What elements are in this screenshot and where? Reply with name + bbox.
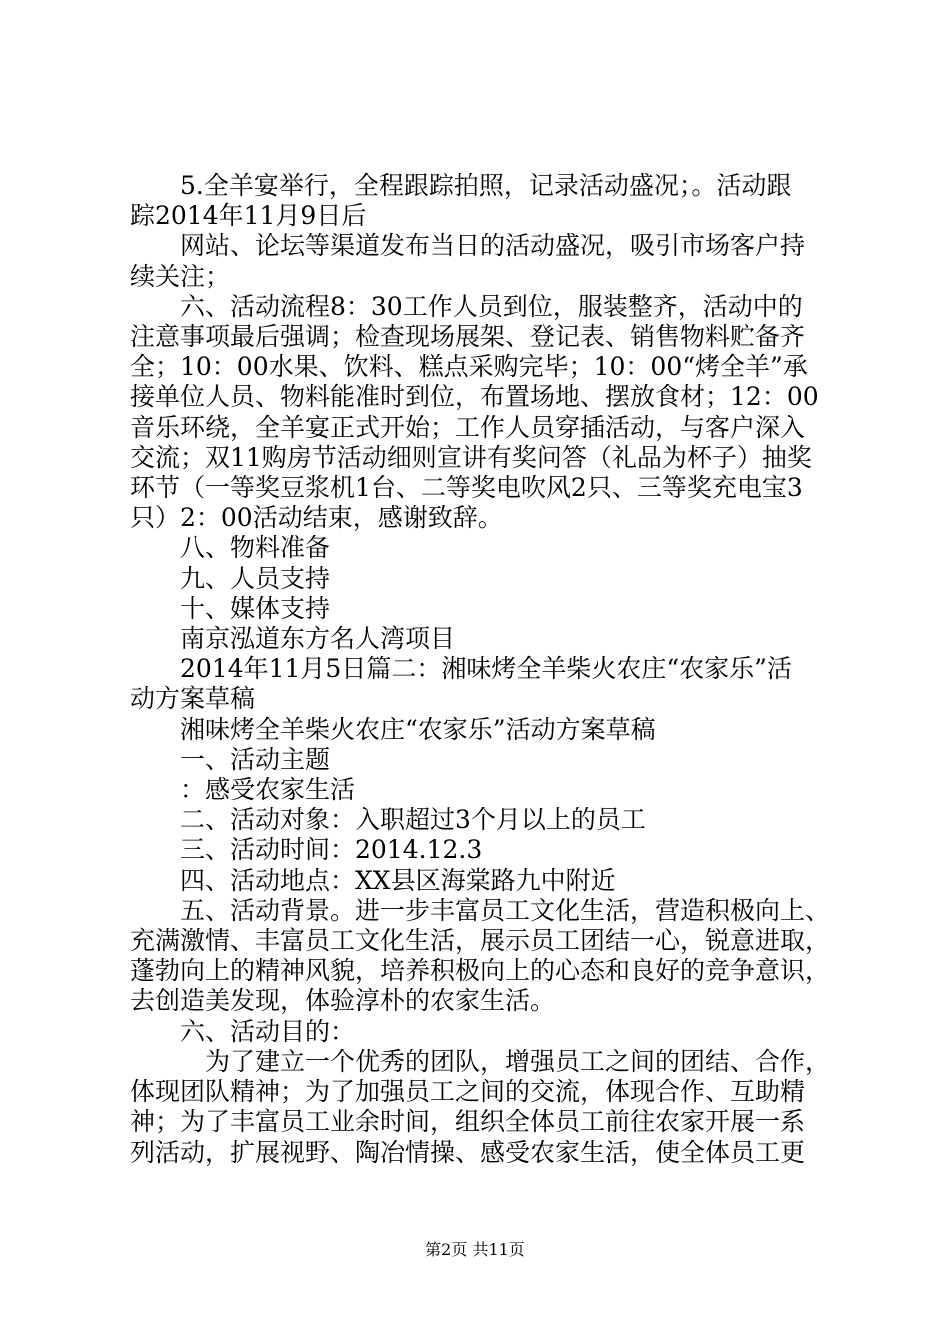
text-line: 六、活动目的：	[130, 1016, 356, 1046]
text-line: 六、活动流程8：30工作人员到位，服装整齐，活动中的	[130, 291, 803, 321]
text-line: 注意事项最后强调；检查现场展架、登记表、销售物料贮备齐	[130, 322, 806, 352]
text-line: ：感受农家生活	[130, 775, 356, 805]
text-line: 南京泓道东方名人湾项目	[130, 624, 456, 654]
text-line: 续关注；	[130, 261, 231, 291]
text-line: 为了建立一个优秀的团队，增强员工之间的团结、合作，	[130, 1046, 831, 1076]
text-line: 只）2：00活动结束，感谢致辞。	[130, 503, 503, 533]
text-line: 神；为了丰富员工业余时间，组织全体员工前往农家开展一系	[130, 1107, 806, 1137]
text-line: 九、人员支持	[130, 563, 331, 593]
text-line: 湘味烤全羊柴火农庄“农家乐”活动方案草稿	[130, 714, 656, 744]
text-line: 一、活动主题	[130, 744, 331, 774]
text-line: 去创造美发现，体验淳朴的农家生活。	[130, 986, 556, 1016]
text-line: 蓬勃向上的精神风貌，培养积极向上的心态和良好的竞争意识，	[130, 956, 831, 986]
text-line: 列活动，扩展视野、陶冶情操、感受农家生活，使全体员工更	[130, 1137, 806, 1167]
text-line: 接单位人员、物料能准时到位，布置场地、摆放食材；12：00	[130, 382, 819, 412]
page-footer: 第2页 共11页	[425, 1240, 525, 1259]
text-line: 交流；双11购房节活动细则宣讲有奖问答（礼品为杯子）抽奖	[130, 442, 812, 472]
text-line: 充满激情、丰富员工文化生活，展示员工团结一心，锐意进取，	[130, 926, 831, 956]
text-line: 体现团队精神；为了加强员工之间的交流，体现合作、互助精	[130, 1077, 806, 1107]
text-line: 2014年11月5日篇二：湘味烤全羊柴火农庄“农家乐”活	[130, 654, 792, 684]
text-line: 环节（一等奖豆浆机1台、二等奖电吹风2只、三等奖充电宝3	[130, 473, 803, 503]
text-line: 十、媒体支持	[130, 593, 331, 623]
text-line: 踪2014年11月9日后	[130, 201, 367, 231]
text-line: 5.全羊宴举行，全程跟踪拍照，记录活动盛况；。活动跟	[130, 171, 792, 200]
text-line: 二、活动对象：入职超过3个月以上的员工	[130, 805, 646, 835]
text-line: 网站、论坛等渠道发布当日的活动盛况，吸引市场客户持	[130, 231, 806, 261]
text-line: 音乐环绕，全羊宴正式开始；工作人员穿插活动，与客户深入	[130, 412, 806, 442]
text-line: 八、物料准备	[130, 533, 331, 563]
text-line: 四、活动地点：XX县区海棠路九中附近	[130, 865, 616, 895]
body-text	[130, 171, 830, 1168]
text-line: 三、活动时间：2014.12.3	[130, 835, 483, 865]
text-line: 五、活动背景。进一步丰富员工文化生活，营造积极向上、	[130, 895, 831, 925]
text-line: 动方案草稿	[130, 684, 256, 714]
text-line: 全；10：00水果、饮料、糕点采购完毕；10：00“烤全羊”承	[130, 352, 808, 382]
